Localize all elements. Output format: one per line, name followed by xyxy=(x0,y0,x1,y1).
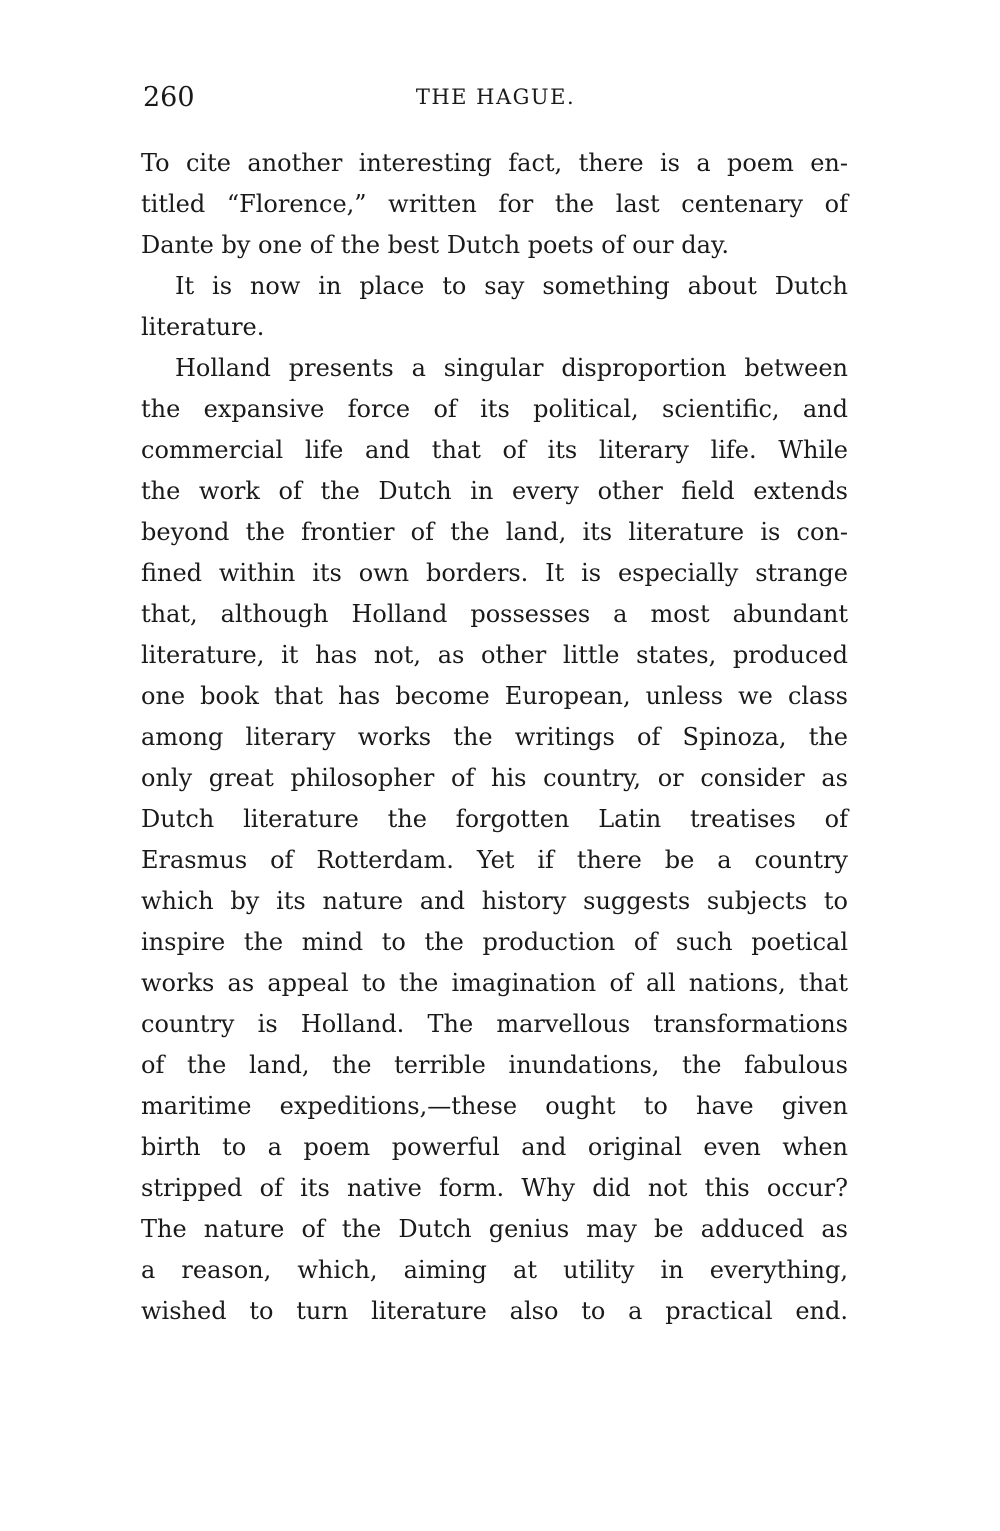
paragraph xyxy=(141,266,848,348)
text-line: among literary works the writings of Spinoza, the xyxy=(141,723,848,751)
text-line: maritime expeditions,—these ought to have given xyxy=(141,1092,848,1120)
text-line: titled “Florence,” written for the last centenary of xyxy=(141,190,848,218)
text-line: beyond the frontier of the land, its literature is con- xyxy=(141,518,848,546)
running-head: THE HAGUE. xyxy=(415,85,576,109)
text-line: which by its nature and history suggests subjects to xyxy=(141,887,848,915)
text-line: inspire the mind to the production of such poetical xyxy=(141,928,848,956)
text-line: the work of the Dutch in every other field extends xyxy=(141,477,848,505)
page-number: 260 xyxy=(143,82,195,113)
page-header xyxy=(143,82,848,118)
text-line: that, although Holland possesses a most abundant xyxy=(141,600,848,628)
text-line: commercial life and that of its literary life. While xyxy=(141,436,848,464)
paragraph xyxy=(141,348,848,1332)
text-line: Dutch literature the forgotten Latin treatises of xyxy=(141,805,848,833)
text-line: stripped of its native form. Why did not this occur? xyxy=(141,1174,848,1202)
text-line: The nature of the Dutch genius may be adduced as xyxy=(141,1215,848,1243)
text-line: literature. xyxy=(141,313,265,341)
text-line: the expansive force of its political, scientific, and xyxy=(141,395,848,423)
text-line: Erasmus of Rotterdam. Yet if there be a country xyxy=(141,846,848,874)
text-line: only great philosopher of his country, or consider as xyxy=(141,764,848,792)
text-line: country is Holland. The marvellous transformations xyxy=(141,1010,848,1038)
text-line: wished to turn literature also to a practical end. xyxy=(141,1297,848,1325)
text-line: Dante by one of the best Dutch poets of our day. xyxy=(141,231,729,259)
text-line: of the land, the terrible inundations, the fabulous xyxy=(141,1051,848,1079)
text-line: a reason, which, aiming at utility in everything, xyxy=(141,1256,848,1284)
text-line: To cite another interesting fact, there is a poem en- xyxy=(141,149,848,177)
text-line: It is now in place to say something about Dutch xyxy=(175,272,848,300)
text-line: fined within its own borders. It is especially strange xyxy=(141,559,848,587)
text-line: literature, it has not, as other little states, produced xyxy=(141,641,848,669)
text-line: Holland presents a singular disproportion between xyxy=(175,354,848,382)
paragraph xyxy=(141,143,848,266)
text-line: one book that has become European, unless we class xyxy=(141,682,848,710)
text-line: birth to a poem powerful and original even when xyxy=(141,1133,848,1161)
text-line: works as appeal to the imagination of all nations, that xyxy=(141,969,848,997)
body-text xyxy=(141,143,848,1332)
